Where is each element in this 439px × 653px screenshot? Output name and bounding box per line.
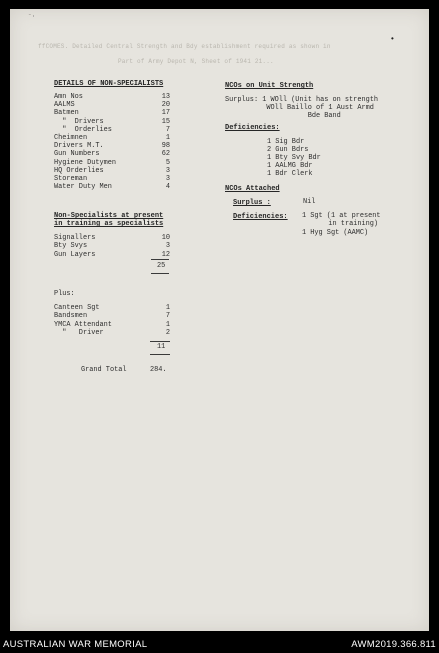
- attached-def-line-1: 1 Sgt (1 at present: [302, 212, 381, 220]
- list-item: [54, 242, 170, 250]
- item-value: 3: [165, 166, 170, 175]
- plus-heading: Plus:: [54, 290, 75, 298]
- surplus-line-2: WOll Baillo of 1 Aust Armd: [225, 104, 374, 112]
- item-label: " Drivers: [54, 117, 104, 126]
- item-label: Storeman: [54, 175, 88, 183]
- training-sum-rule: [151, 259, 169, 260]
- deficiency-item: 1 Bty Svy Bdr: [267, 154, 321, 162]
- grand-total-label: Grand Total: [81, 366, 127, 374]
- list-item: [54, 93, 170, 101]
- deficiency-item: 1 Bdr Clerk: [267, 170, 313, 178]
- ncos-strength-heading: NCOs on Unit Strength: [225, 82, 314, 90]
- item-label: Cheimnen: [54, 134, 88, 142]
- list-item: [54, 312, 170, 320]
- attached-surplus-label: Surplus :: [233, 199, 271, 207]
- deficiency-item: 2 Gun Bdrs: [267, 146, 309, 154]
- item-value: 1: [165, 134, 170, 142]
- item-value: 5: [165, 158, 170, 167]
- plus-sum-rule: [150, 341, 170, 342]
- attached-def-line-3: 1 Hyg Sgt (AAMC): [302, 229, 369, 237]
- item-label: Water Duty Men: [54, 183, 112, 192]
- item-label: YMCA Attendant: [54, 320, 112, 329]
- list-item: [54, 329, 170, 337]
- item-label: Hygiene Dutymen: [54, 158, 117, 167]
- list-item: [54, 101, 170, 109]
- surplus-line-3: Bde Band: [225, 112, 341, 120]
- ink-speck-mark: •: [390, 35, 395, 44]
- deficiency-item: 1 Sig Bdr: [267, 138, 305, 146]
- archive-footer-bar: [0, 631, 439, 653]
- item-value: 10: [161, 234, 170, 242]
- item-label: Batmen: [54, 109, 79, 118]
- attached-surplus-value: Nil: [303, 198, 316, 206]
- list-item: [54, 142, 170, 150]
- item-label: Bandsmen: [54, 312, 88, 321]
- item-value: 17: [161, 109, 170, 118]
- item-value: 3: [165, 175, 170, 183]
- deficiencies-heading: Deficiencies:: [225, 124, 280, 132]
- item-value: 4: [165, 183, 170, 192]
- list-item: [54, 234, 170, 242]
- list-item: [54, 134, 170, 142]
- ncos-attached-heading: NCOs Attached: [225, 185, 280, 193]
- item-label: Signallers: [54, 234, 96, 242]
- list-item: [54, 150, 170, 158]
- list-item: [54, 175, 170, 183]
- footer-accession-number: AWM2019.366.811: [351, 639, 436, 650]
- attached-deficiencies-label: Deficiencies:: [233, 213, 288, 221]
- list-item: [54, 167, 170, 175]
- list-item: [54, 159, 170, 167]
- item-value: 3: [165, 242, 170, 251]
- item-label: Canteen Sgt: [54, 304, 100, 312]
- item-value: 1: [165, 304, 170, 312]
- item-value: 2: [165, 328, 170, 337]
- item-label: Gun Layers: [54, 250, 96, 259]
- item-value: 7: [165, 125, 170, 134]
- list-item: [54, 126, 170, 134]
- item-label: Drivers M.T.: [54, 142, 104, 151]
- bleed-through-text: Part of Army Depot N, Sheet of 1941 21...: [118, 58, 274, 65]
- non-specialists-heading: DETAILS OF NON-SPECIALISTS: [54, 80, 164, 88]
- item-label: " Driver: [54, 328, 104, 337]
- item-label: Gun Numbers: [54, 150, 100, 159]
- list-item: [54, 118, 170, 126]
- list-item: [54, 304, 170, 312]
- training-heading-line-1: Non-Specialists at present: [54, 212, 164, 220]
- list-item: [54, 183, 170, 191]
- bleed-through-text: ffCOMES. Detailed Central Strength and Bdy establishment required as shown in: [38, 43, 331, 50]
- footer-institution: AUSTRALIAN WAR MEMORIAL: [3, 639, 148, 650]
- item-label: " Orderlies: [54, 125, 112, 134]
- item-value: 98: [161, 142, 170, 151]
- item-label: Amn Nos: [54, 93, 83, 101]
- training-heading-line-2: in training as specialists: [54, 220, 164, 228]
- item-label: AALMS: [54, 101, 75, 110]
- corner-tick-mark: ⁻·: [28, 13, 36, 20]
- item-value: 15: [161, 117, 170, 126]
- item-value: 12: [161, 250, 170, 259]
- plus-total-underline: [150, 354, 170, 355]
- item-label: Bty Svys: [54, 242, 88, 251]
- item-value: 7: [165, 312, 170, 321]
- list-item: [54, 321, 170, 329]
- grand-total-value: 284.: [150, 366, 167, 374]
- deficiency-item: 1 AALMG Bdr: [267, 162, 313, 170]
- plus-total: 11: [157, 343, 166, 351]
- item-value: 13: [161, 93, 170, 101]
- item-value: 20: [161, 101, 170, 110]
- attached-def-line-2: in training): [316, 220, 379, 228]
- item-value: 62: [161, 150, 170, 159]
- training-total-underline: [151, 273, 169, 274]
- surplus-line-1: Surplus: 1 WOll (Unit has on strength: [225, 96, 378, 104]
- item-label: HQ Orderlies: [54, 166, 104, 175]
- item-value: 1: [165, 320, 170, 329]
- training-total: 25: [157, 262, 166, 270]
- list-item: [54, 109, 170, 117]
- list-item: [54, 251, 170, 259]
